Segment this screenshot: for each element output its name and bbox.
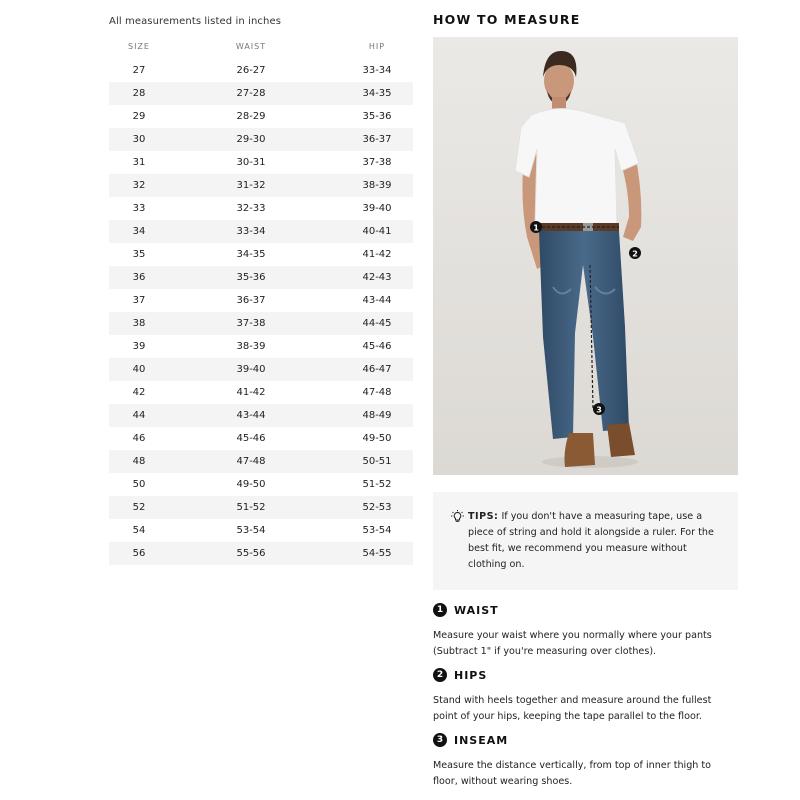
size-cell: 56 (132, 548, 146, 559)
step-inseam-heading (433, 733, 508, 747)
waist-cell: 37-38 (236, 318, 266, 329)
table-row (109, 289, 413, 312)
waist-cell: 41-42 (236, 387, 266, 398)
hip-cell: 38-39 (362, 180, 392, 191)
step-hips-heading (433, 668, 487, 682)
hip-cell: 44-45 (362, 318, 392, 329)
lightbulb-icon (451, 509, 468, 573)
hip-cell: 45-46 (362, 341, 392, 352)
size-cell: 34 (132, 226, 146, 237)
table-row (109, 197, 413, 220)
waist-cell: 45-46 (236, 433, 266, 444)
marker-1: 1 (533, 223, 539, 233)
hip-cell: 46-47 (362, 364, 392, 375)
waist-cell: 30-31 (236, 157, 266, 168)
table-row (109, 427, 413, 450)
waist-cell: 43-44 (236, 410, 266, 421)
marker-3: 3 (596, 405, 602, 415)
step-3-text: Measure the distance vertically, from top of inner thigh to floor, without wearing shoes. (433, 760, 712, 787)
waist-cell: 47-48 (236, 456, 266, 467)
hip-cell: 49-50 (362, 433, 392, 444)
table-body (109, 59, 413, 565)
size-cell: 42 (132, 387, 146, 398)
header-hip: HIP (368, 41, 386, 51)
step-1-badge: 1 (433, 603, 447, 617)
waist-cell: 31-32 (236, 180, 266, 191)
hip-cell: 54-55 (362, 548, 392, 559)
hip-cell: 41-42 (362, 249, 392, 260)
hip-cell: 36-37 (362, 134, 392, 145)
waist-cell: 35-36 (236, 272, 266, 283)
table-row (109, 335, 413, 358)
size-cell: 29 (132, 111, 146, 122)
waist-cell: 26-27 (236, 65, 266, 76)
table-row (109, 519, 413, 542)
size-cell: 39 (132, 341, 146, 352)
waist-cell: 53-54 (236, 525, 266, 536)
table-row (109, 473, 413, 496)
table-row (109, 174, 413, 197)
table-row (109, 312, 413, 335)
table-row (109, 220, 413, 243)
step-2-text: Stand with heels together and measure around the fullest point of your hips, keeping the tape parallel to the floor. (433, 695, 712, 722)
hip-cell: 35-36 (362, 111, 392, 122)
header-waist: WAIST (235, 41, 267, 51)
table-row (109, 243, 413, 266)
table-row (109, 105, 413, 128)
table-row (109, 59, 413, 82)
table-header (109, 33, 413, 59)
size-cell: 38 (132, 318, 146, 329)
waist-cell: 32-33 (236, 203, 266, 214)
hip-cell: 51-52 (362, 479, 392, 490)
step-1-title: WAIST (454, 603, 499, 617)
table-row (109, 381, 413, 404)
step-1-text: Measure your waist where you normally where your pants (Subtract 1" if you're measuring over clothes). (433, 630, 712, 657)
hip-cell: 34-35 (362, 88, 392, 99)
size-cell: 28 (132, 88, 146, 99)
waist-cell: 39-40 (236, 364, 266, 375)
size-cell: 35 (132, 249, 146, 260)
size-cell: 50 (132, 479, 146, 490)
hip-cell: 42-43 (362, 272, 392, 283)
size-cell: 44 (132, 410, 146, 421)
waist-cell: 34-35 (236, 249, 266, 260)
tips-text-block (468, 509, 716, 573)
size-cell: 40 (132, 364, 146, 375)
size-cell: 37 (132, 295, 146, 306)
size-cell: 36 (132, 272, 146, 283)
size-cell: 27 (132, 65, 146, 76)
how-to-measure-title: HOW TO MEASURE (433, 12, 581, 27)
tips-label: TIPS: (468, 511, 499, 522)
marker-2: 2 (632, 249, 638, 259)
table-row (109, 450, 413, 473)
waist-cell: 36-37 (236, 295, 266, 306)
hip-cell: 33-34 (362, 65, 392, 76)
table-row (109, 266, 413, 289)
waist-cell: 33-34 (236, 226, 266, 237)
hip-cell: 43-44 (362, 295, 392, 306)
table-row (109, 542, 413, 565)
size-cell: 30 (132, 134, 146, 145)
waist-cell: 55-56 (236, 548, 266, 559)
tips-box (433, 492, 738, 590)
waist-cell: 38-39 (236, 341, 266, 352)
size-cell: 31 (132, 157, 146, 168)
header-size: SIZE (128, 41, 150, 51)
size-table (109, 14, 413, 565)
model-illustration (433, 37, 738, 475)
table-row (109, 128, 413, 151)
step-2-title: HIPS (454, 668, 488, 682)
hip-cell: 53-54 (362, 525, 392, 536)
measurement-note: All measurements listed in inches (109, 16, 282, 27)
hip-cell: 47-48 (362, 387, 392, 398)
size-cell: 52 (132, 502, 146, 513)
step-2-badge: 2 (433, 668, 447, 682)
size-cell: 48 (132, 456, 146, 467)
waist-cell: 29-30 (236, 134, 266, 145)
table-row (109, 151, 413, 174)
hip-cell: 39-40 (362, 203, 392, 214)
table-row (109, 82, 413, 105)
table-row (109, 358, 413, 381)
step-3-badge: 3 (433, 733, 447, 747)
waist-cell: 51-52 (236, 502, 266, 513)
hip-cell: 52-53 (362, 502, 392, 513)
table-row (109, 496, 413, 519)
tips-content (451, 509, 722, 573)
size-cell: 46 (132, 433, 146, 444)
size-cell: 32 (132, 180, 146, 191)
model-photo (433, 37, 738, 475)
waist-cell: 28-29 (236, 111, 266, 122)
hip-cell: 40-41 (362, 226, 392, 237)
table-row (109, 404, 413, 427)
hip-cell: 50-51 (362, 456, 392, 467)
hip-cell: 48-49 (362, 410, 392, 421)
size-cell: 33 (132, 203, 146, 214)
waist-cell: 27-28 (236, 88, 266, 99)
step-3-title: INSEAM (454, 733, 509, 747)
tips-body: If you don't have a measuring tape, use a piece of string and hold it alongside a ruler. For the best fit, we recommend you measure without clothing on. (468, 511, 714, 570)
step-waist-heading (433, 603, 499, 617)
hip-cell: 37-38 (362, 157, 392, 168)
size-cell: 54 (132, 525, 146, 536)
waist-cell: 49-50 (236, 479, 266, 490)
